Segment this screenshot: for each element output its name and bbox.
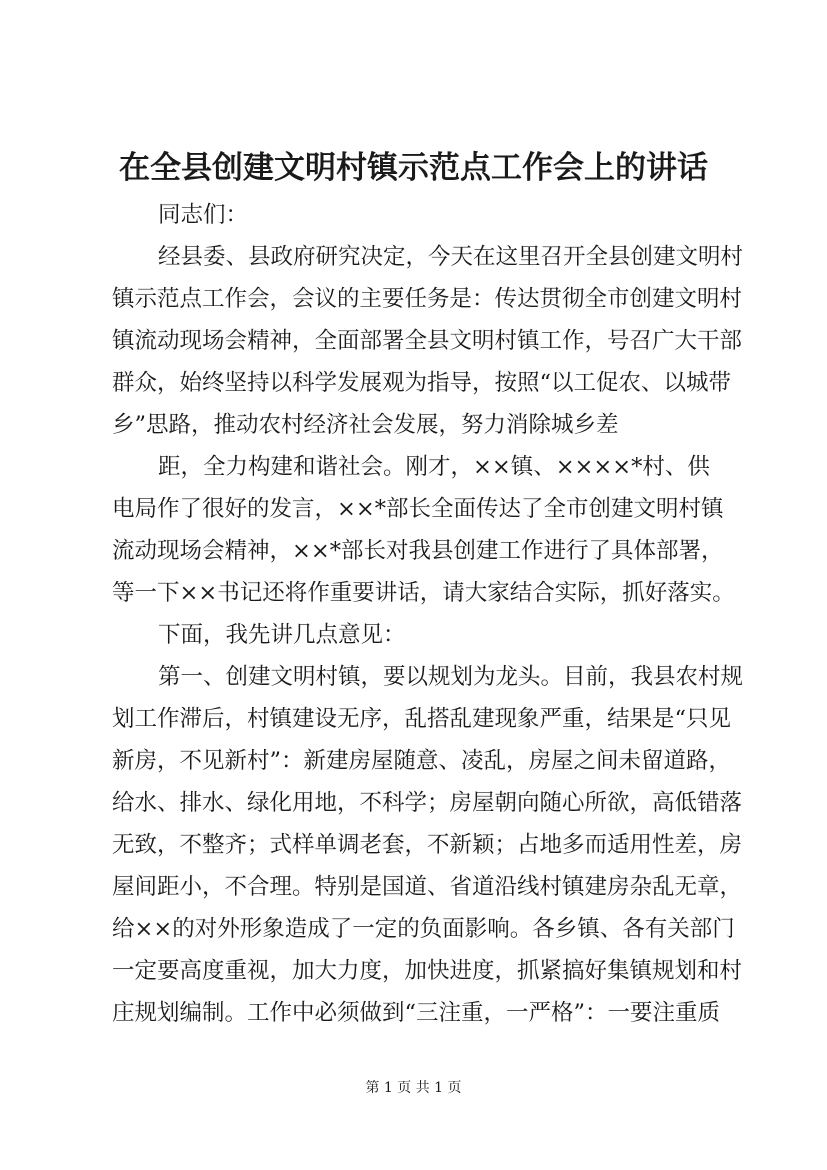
body-line: 下面，我先讲几点意见： xyxy=(158,622,406,648)
body-line: 屋间距小，不合理。特别是国道、省道沿线村镇建房杂乱无章， xyxy=(112,874,743,900)
page-number-footer: 第 1 页 共 1 页 xyxy=(365,1080,462,1096)
body-line: 给××的对外形象造成了一定的负面影响。各乡镇、各有关部门 xyxy=(112,916,735,942)
body-line: 群众，始终坚持以科学发展观为指导，按照“以工促农、以城带 xyxy=(112,370,732,396)
body-line: 给水、排水、绿化用地，不科学；房屋朝向随心所欲，高低错落 xyxy=(112,790,743,816)
document-title: 在全县创建文明村镇示范点工作会上的讲话 xyxy=(119,150,708,186)
body-line: 庄规划编制。工作中必须做到“三注重，一严格”：一要注重质 xyxy=(112,1000,721,1026)
body-line: 第一、创建文明村镇，要以规划为龙头。目前，我县农村规 xyxy=(158,664,744,690)
body-line: 等一下××书记还将作重要讲话，请大家结合实际，抓好落实。 xyxy=(112,580,735,606)
body-line: 镇流动现场会精神，全面部署全县文明村镇工作，号召广大干部 xyxy=(112,328,743,354)
body-line: 乡”思路，推动农村经济社会发展，努力消除城乡差 xyxy=(112,412,619,438)
body-line: 划工作滞后，村镇建设无序，乱搭乱建现象严重，结果是“只见 xyxy=(112,706,732,732)
salutation-line: 同志们： xyxy=(158,202,249,228)
body-line: 距，全力构建和谐社会。刚才，××镇、××××*村、供 xyxy=(158,454,710,480)
body-line: 一定要高度重视，加大力度，加快进度，抓紧搞好集镇规划和村 xyxy=(112,958,743,984)
body-line: 无致，不整齐；式样单调老套，不新颖；占地多而适用性差，房 xyxy=(112,832,743,858)
body-line: 经县委、县政府研究决定，今天在这里召开全县创建文明村 xyxy=(158,244,744,270)
body-line: 流动现场会精神，××*部长对我县创建工作进行了具体部署， xyxy=(112,538,724,564)
body-line: 镇示范点工作会，会议的主要任务是：传达贯彻全市创建文明村 xyxy=(112,286,743,312)
body-line: 新房，不见新村”：新建房屋随意、凌乱，房屋之间未留道路， xyxy=(112,748,732,774)
body-line: 电局作了很好的发言，××*部长全面传达了全市创建文明村镇 xyxy=(112,496,724,522)
